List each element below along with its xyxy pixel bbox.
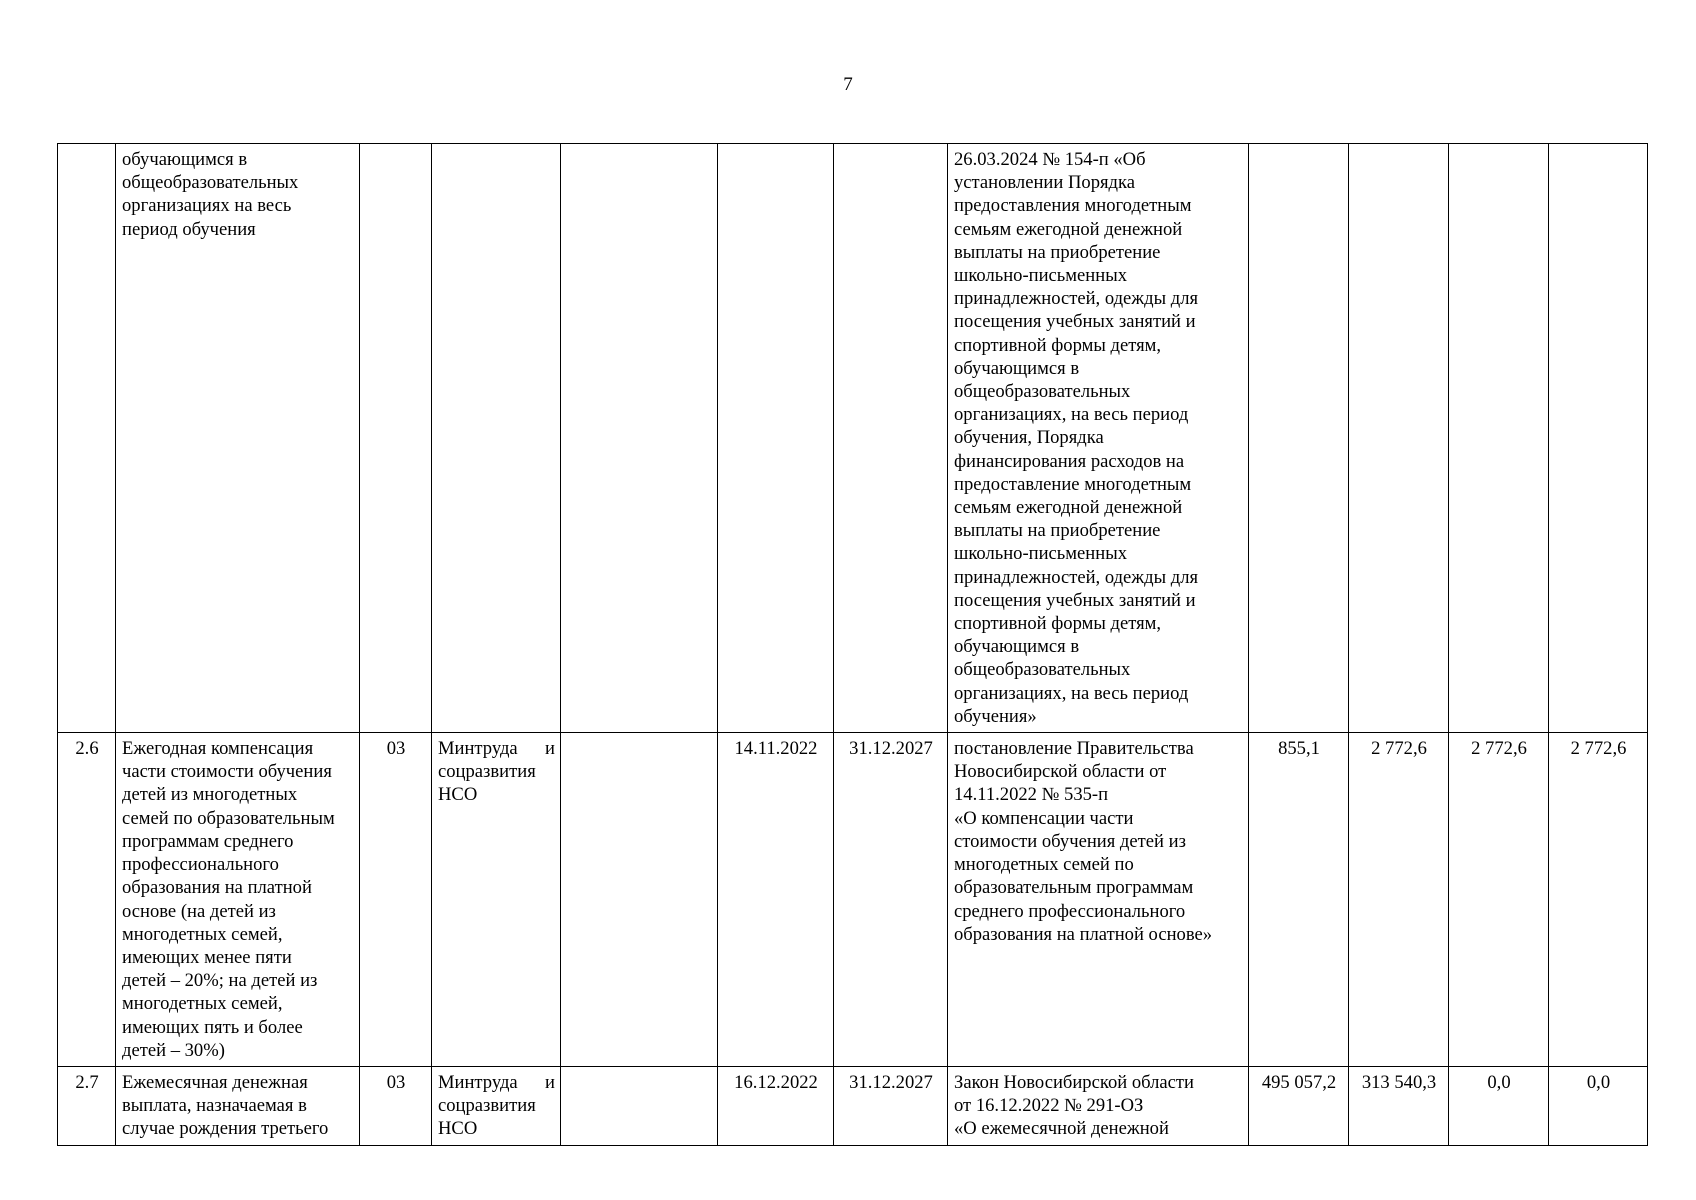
text-line: финансирования расходов на: [954, 450, 1185, 472]
cell-end-date: 31.12.2027: [834, 1066, 948, 1145]
cell-code: [360, 144, 432, 733]
text-line: предоставления многодетным: [954, 195, 1192, 217]
page-number: 7: [843, 74, 853, 95]
cell-value-3: 0,0: [1449, 1066, 1549, 1145]
text-line: многодетных семей по: [954, 854, 1134, 876]
text-line: принадлежностей, одежды для: [954, 566, 1199, 588]
cell-end-date: 31.12.2027: [834, 733, 948, 1067]
text-line: стоимости обучения детей из: [954, 830, 1186, 852]
executor-conjunction: и: [545, 1071, 555, 1093]
cell-start-date: 14.11.2022: [718, 733, 834, 1067]
cell-measure-name: [116, 144, 360, 733]
table-row: [58, 1066, 1648, 1145]
text-line: организациях, на весь период: [954, 682, 1189, 704]
cell-value-3: [1449, 144, 1549, 733]
text-line: образования на платной: [122, 877, 312, 899]
text-line: спортивной формы детям,: [954, 334, 1162, 356]
cell-value-2: [1349, 144, 1449, 733]
cell-value-1: 495 057,2: [1249, 1066, 1349, 1145]
text-line: имеющих пять и более: [122, 1016, 303, 1038]
text-line: спортивной формы детям,: [954, 613, 1162, 635]
executor-word: Минтруда: [438, 738, 518, 760]
cell-measure-name: [116, 1066, 360, 1145]
text-line: постановление Правительства: [954, 738, 1194, 760]
text-line: обучения»: [954, 705, 1037, 727]
executor-line: [438, 737, 555, 760]
table-row: [58, 733, 1648, 1067]
text-line: Ежемесячная денежная: [122, 1071, 308, 1093]
cell-co-executor: [561, 1066, 718, 1145]
text-line: «О компенсации части: [954, 807, 1134, 829]
cell-end-date: [834, 144, 948, 733]
executor-line: НСО: [438, 1118, 478, 1140]
text-line: обучающимся в: [954, 636, 1080, 658]
cell-start-date: [718, 144, 834, 733]
text-line: «О ежемесячной денежной: [954, 1118, 1169, 1140]
text-line: Ежегодная компенсация: [122, 738, 314, 760]
table-row: [58, 144, 1648, 733]
cell-value-1: [1249, 144, 1349, 733]
text-line: обучающимся в: [122, 149, 248, 170]
text-line: общеобразовательных: [954, 659, 1131, 681]
measures-table: [57, 143, 1648, 1146]
text-line: многодетных семей,: [122, 993, 283, 1015]
text-line: Новосибирской области от: [954, 761, 1167, 783]
text-line: среднего профессионального: [954, 900, 1186, 922]
cell-value-1: 855,1: [1249, 733, 1349, 1067]
text-line: 26.03.2024 № 154-п «Об: [954, 149, 1146, 170]
text-line: школьно-письменных: [954, 265, 1127, 287]
cell-co-executor: [561, 733, 718, 1067]
executor-word: Минтруда: [438, 1071, 518, 1093]
text-line: случае рождения третьего: [122, 1118, 329, 1140]
cell-value-4: 2 772,6: [1549, 733, 1648, 1067]
text-line: выплаты на приобретение: [954, 241, 1161, 263]
cell-number: 2.6: [58, 733, 116, 1067]
text-line: имеющих менее пяти: [122, 946, 292, 968]
cell-code: 03: [360, 733, 432, 1067]
cell-value-2: 2 772,6: [1349, 733, 1449, 1067]
text-line: программам среднего: [122, 830, 294, 852]
text-line: организациях на весь: [122, 195, 292, 217]
text-line: семьям ежегодной денежной: [954, 497, 1183, 519]
text-line: общеобразовательных: [954, 381, 1131, 403]
cell-measure-name: [116, 733, 360, 1067]
text-line: семьям ежегодной денежной: [954, 218, 1183, 240]
executor-line: соцразвития: [438, 1095, 536, 1117]
cell-executor: [432, 144, 561, 733]
text-line: обучающимся в: [954, 357, 1080, 379]
text-line: от 16.12.2022 № 291-ОЗ: [954, 1095, 1144, 1117]
cell-legal-act: [948, 733, 1249, 1067]
cell-legal-act: [948, 144, 1249, 733]
text-line: общеобразовательных: [122, 172, 299, 194]
text-line: детей – 20%; на детей из: [122, 970, 318, 992]
text-line: обучения, Порядка: [954, 427, 1104, 449]
text-line: школьно-письменных: [954, 543, 1127, 565]
text-line: выплата, назначаемая в: [122, 1095, 307, 1117]
cell-value-2: 313 540,3: [1349, 1066, 1449, 1145]
text-line: посещения учебных занятий и: [954, 589, 1196, 611]
cell-number: [58, 144, 116, 733]
executor-conjunction: и: [545, 738, 555, 760]
cell-value-3: 2 772,6: [1449, 733, 1549, 1067]
text-line: образования на платной основе»: [954, 923, 1213, 945]
cell-value-4: 0,0: [1549, 1066, 1648, 1145]
text-line: выплаты на приобретение: [954, 520, 1161, 542]
text-line: детей из многодетных: [122, 784, 298, 806]
cell-executor: [432, 1066, 561, 1145]
cell-start-date: 16.12.2022: [718, 1066, 834, 1145]
cell-legal-act: [948, 1066, 1249, 1145]
cell-code: 03: [360, 1066, 432, 1145]
text-line: детей – 30%): [122, 1039, 225, 1061]
text-line: профессионального: [122, 854, 279, 876]
text-line: посещения учебных занятий и: [954, 311, 1196, 333]
cell-number: 2.7: [58, 1066, 116, 1145]
text-line: многодетных семей,: [122, 923, 283, 945]
text-line: образовательным программам: [954, 877, 1194, 899]
cell-co-executor: [561, 144, 718, 733]
text-line: основе (на детей из: [122, 900, 276, 922]
text-line: части стоимости обучения: [122, 761, 332, 783]
text-line: семей по образовательным: [122, 807, 335, 829]
text-line: Закон Новосибирской области: [954, 1071, 1194, 1093]
text-line: организациях, на весь период: [954, 404, 1189, 426]
executor-line: соцразвития: [438, 761, 536, 783]
cell-executor: [432, 733, 561, 1067]
text-line: период обучения: [122, 218, 256, 240]
text-line: предоставление многодетным: [954, 473, 1192, 495]
text-line: 14.11.2022 № 535-п: [954, 784, 1109, 806]
executor-line: НСО: [438, 784, 478, 806]
cell-value-4: [1549, 144, 1648, 733]
text-line: установлении Порядка: [954, 172, 1136, 194]
text-line: принадлежностей, одежды для: [954, 288, 1199, 310]
executor-line: [438, 1071, 555, 1094]
